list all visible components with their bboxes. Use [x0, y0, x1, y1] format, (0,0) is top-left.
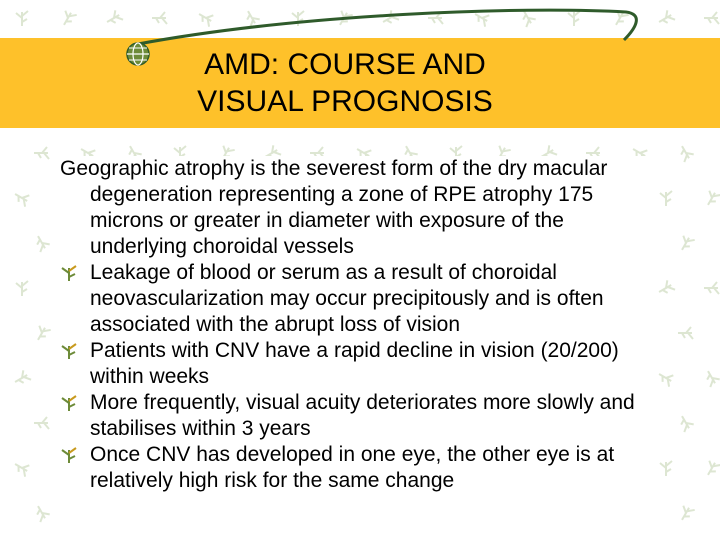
- pattern-sprout: [34, 417, 49, 429]
- intro-paragraph: Geographic atrophy is the severest form of the dry macular degeneration representing a zone of RPE atrophy 175 microns or greater in diameter with exposure of the underlying choroidal vessels: [60, 157, 608, 258]
- sprout-icon: [60, 264, 78, 282]
- list-item: [58, 442, 658, 494]
- pattern-sprout: [656, 279, 675, 297]
- slide-content: [58, 156, 658, 540]
- list-item-text: Leakage of blood or serum as a result of choroidal neovascularization may occur precipitously and is often associated with the abrupt loss of vision: [90, 261, 604, 336]
- pattern-sprout: [34, 147, 49, 159]
- list-item-text: More frequently, visual acuity deteriorates more slowly and stabilises within 3 years: [90, 391, 635, 440]
- pattern-sprout: [660, 461, 672, 476]
- list-item: [58, 338, 658, 390]
- pattern-sprout: [704, 282, 719, 294]
- sprout-icon: [60, 342, 78, 360]
- pattern-sprout: [33, 503, 51, 522]
- sprout-icon: [60, 446, 78, 464]
- pattern-sprout: [677, 504, 695, 523]
- pattern-sprout: [16, 281, 28, 296]
- pattern-sprout: [677, 413, 695, 432]
- pattern-sprout: [678, 327, 693, 339]
- pattern-sprout: [677, 143, 695, 162]
- pattern-sprout: [12, 369, 31, 387]
- list-item: [58, 390, 658, 442]
- slide-title: AMD: COURSE AND VISUAL PROGNOSIS: [197, 48, 493, 118]
- pattern-sprout: [677, 234, 695, 253]
- pattern-sprout: [660, 191, 672, 206]
- pattern-sprout: [33, 233, 51, 252]
- pattern-sprout: [33, 324, 51, 343]
- pattern-sprout: [12, 459, 31, 477]
- pattern-sprout: [703, 189, 720, 208]
- pattern-sprout: [656, 369, 675, 387]
- pattern-sprout: [703, 368, 720, 387]
- pattern-sprout: [12, 189, 31, 207]
- list-item-text: Patients with CNV have a rapid decline in vision (20/200) within weeks: [90, 339, 619, 388]
- pattern-sprout: [703, 459, 720, 478]
- sprout-icon: [60, 394, 78, 412]
- list-item: [58, 260, 658, 338]
- globe-icon: [124, 40, 152, 68]
- list-item-text: Once CNV has developed in one eye, the other eye is at relatively high risk for the same change: [90, 443, 615, 492]
